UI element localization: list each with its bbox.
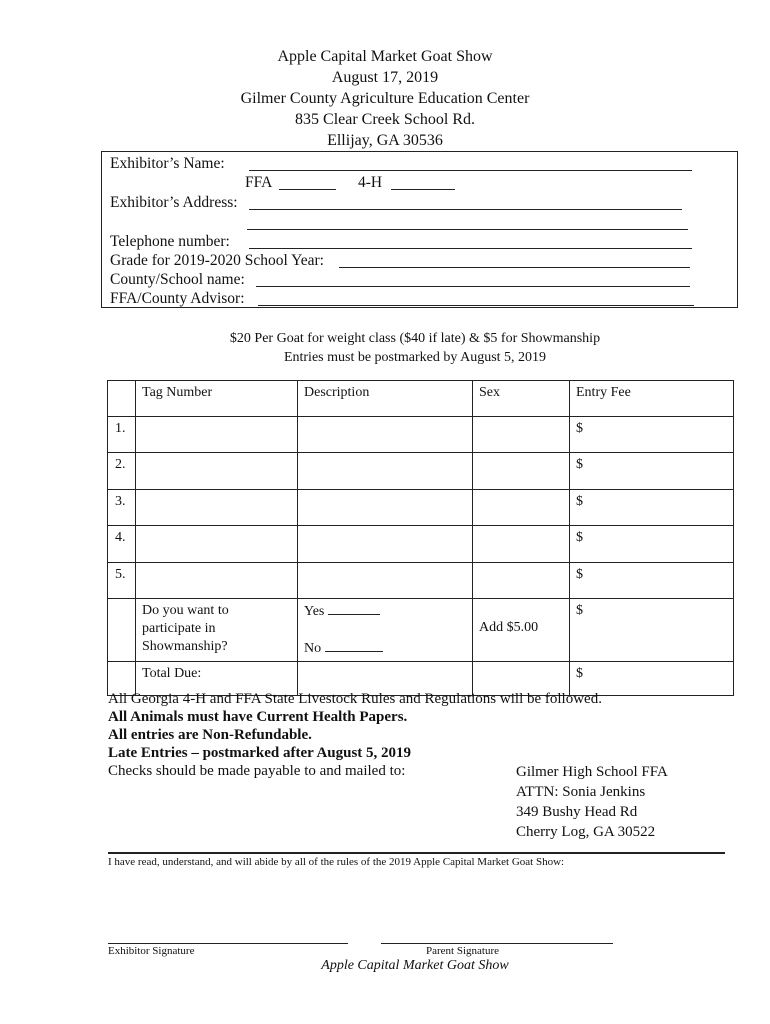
exhibitor-address-label: Exhibitor’s Address: (110, 194, 238, 211)
row-number: 4. (108, 526, 136, 563)
table-header-cell: Entry Fee (570, 381, 734, 417)
table-header-cell: Tag Number (136, 381, 298, 417)
description-cell[interactable] (298, 453, 473, 490)
exhibitor-signature-label: Exhibitor Signature (108, 945, 195, 957)
fee-info (0, 329, 770, 367)
mail-attn: ATTN: Sonia Jenkins (516, 784, 646, 800)
entries-table (107, 380, 734, 696)
table-header-cell: Sex (473, 381, 570, 417)
table-row (108, 526, 734, 563)
exhibitor-address-field-2[interactable] (247, 229, 688, 230)
description-cell[interactable] (298, 417, 473, 453)
row-number (108, 599, 136, 662)
table-row (108, 417, 734, 453)
footer-title: Apple Capital Market Goat Show (321, 958, 509, 973)
description-cell[interactable] (298, 526, 473, 563)
row-number: 1. (108, 417, 136, 453)
tag-cell[interactable] (136, 453, 298, 490)
showmanship-question: Do you want to participate in Showmanship? (136, 599, 298, 662)
table-row (108, 453, 734, 490)
ffa-label: FFA (245, 174, 273, 191)
sex-cell[interactable] (473, 526, 570, 563)
showmanship-choice (298, 599, 473, 662)
total-fee-cell[interactable]: $ (570, 662, 734, 696)
rule-line: All Animals must have Current Health Papers. (108, 709, 408, 725)
tag-cell[interactable] (136, 490, 298, 526)
table-header-cell (108, 381, 136, 417)
row-number: 3. (108, 490, 136, 526)
rule-line: All entries are Non-Refundable. (108, 727, 312, 743)
fee-cell[interactable]: $ (570, 563, 734, 599)
mail-city: Cherry Log, GA 30522 (516, 824, 656, 840)
exhibitor-info-box (101, 151, 738, 308)
mail-name: Gilmer High School FFA (516, 764, 668, 780)
description-cell[interactable] (298, 490, 473, 526)
four-h-field[interactable] (391, 189, 455, 190)
grade-field[interactable] (339, 267, 690, 268)
fee-cell[interactable]: $ (570, 417, 734, 453)
table-header-row (108, 381, 734, 417)
sex-cell[interactable] (473, 453, 570, 490)
table-row (108, 490, 734, 526)
event-date: August 17, 2019 (331, 69, 439, 86)
rule-line: All Georgia 4-H and FFA State Livestock Rules and Regulations will be followed. (108, 691, 602, 707)
event-street: 835 Clear Creek School Rd. (295, 111, 475, 128)
table-header-cell: Description (298, 381, 473, 417)
sex-cell[interactable] (473, 490, 570, 526)
mailing-address (516, 762, 668, 842)
grade-label: Grade for 2019-2020 School Year: (110, 252, 324, 269)
event-city: Ellijay, GA 30536 (327, 132, 443, 149)
divider (108, 852, 725, 854)
postmark-line: Entries must be postmarked by August 5, 2019 (283, 350, 547, 365)
showmanship-fee-note: Add $5.00 (473, 599, 570, 662)
telephone-label: Telephone number: (110, 233, 230, 250)
exhibitor-address-field[interactable] (249, 209, 682, 210)
county-school-field[interactable] (256, 286, 690, 287)
sex-cell[interactable] (473, 417, 570, 453)
advisor-field[interactable] (258, 305, 694, 306)
telephone-field[interactable] (249, 248, 692, 249)
no-option[interactable]: No (304, 639, 466, 658)
parent-signature-label: Parent Signature (426, 945, 500, 957)
parent-signature-field[interactable] (381, 943, 613, 944)
county-school-label: County/School name: (110, 271, 245, 288)
sex-cell[interactable] (473, 563, 570, 599)
showmanship-fee-cell[interactable]: $ (570, 599, 734, 662)
event-venue: Gilmer County Agriculture Education Center (240, 90, 530, 107)
four-h-label: 4-H (358, 174, 383, 191)
tag-cell[interactable] (136, 563, 298, 599)
exhibitor-signature-field[interactable] (108, 943, 348, 944)
mail-street: 349 Bushy Head Rd (516, 804, 638, 820)
event-header (0, 46, 770, 151)
event-title: Apple Capital Market Goat Show (277, 48, 493, 65)
showmanship-row (108, 599, 734, 662)
fee-cell[interactable]: $ (570, 490, 734, 526)
fee-cell[interactable]: $ (570, 526, 734, 563)
fee-line: $20 Per Goat for weight class ($40 if late) & $5 for Showmanship (229, 331, 601, 346)
total-label: Total Due: (136, 662, 298, 696)
rule-line: Checks should be made payable to and mailed to: (108, 763, 406, 779)
row-number: 5. (108, 563, 136, 599)
agreement-text: I have read, understand, and will abide by all of the rules of the 2019 Apple Capital Market Goat Show: (108, 856, 565, 868)
description-cell[interactable] (298, 563, 473, 599)
row-number: 2. (108, 453, 136, 490)
advisor-label: FFA/County Advisor: (110, 290, 245, 307)
tag-cell[interactable] (136, 526, 298, 563)
fee-cell[interactable]: $ (570, 453, 734, 490)
exhibitor-name-label: Exhibitor’s Name: (110, 155, 225, 172)
table-row (108, 563, 734, 599)
rule-line: Late Entries – postmarked after August 5, 2019 (108, 745, 412, 761)
yes-option[interactable]: Yes (304, 602, 466, 621)
exhibitor-name-field[interactable] (249, 170, 692, 171)
ffa-field[interactable] (279, 189, 336, 190)
tag-cell[interactable] (136, 417, 298, 453)
